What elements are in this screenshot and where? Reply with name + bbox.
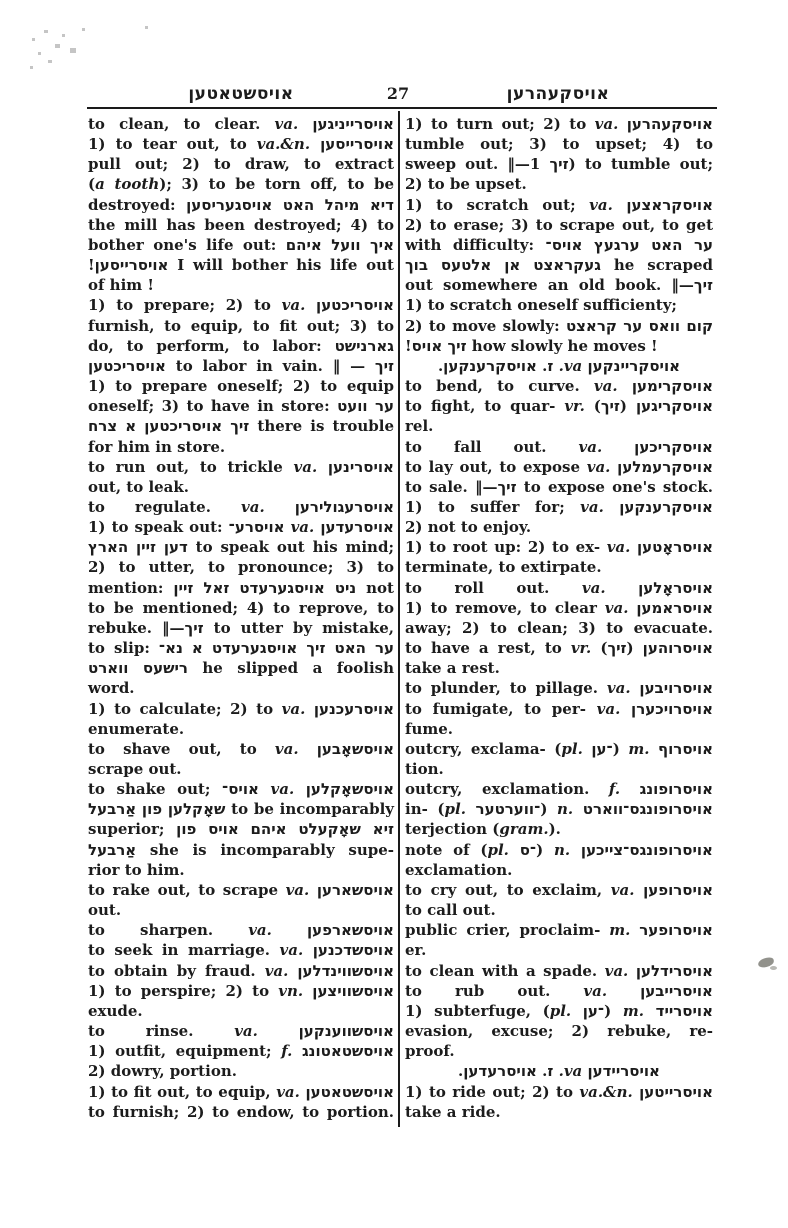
dict-line: to run out, to trickle va. אויסרינען	[88, 457, 394, 476]
dict-line: שאָקלען פון אַרבעל to be incomparably	[88, 800, 394, 819]
dict-line: זיך אויסריכטען א צרח there is trouble	[88, 417, 394, 436]
dict-line: sweep out. ‖—זיך 1) to tumble out;	[405, 155, 713, 174]
dict-line: to fight, to quar- vr. אויסקריגען (זיך)	[405, 397, 713, 416]
dict-line: to sharpen. va. אויסשארפען	[88, 921, 394, 940]
dict-line: out.	[88, 901, 122, 920]
dict-line: take a ride.	[405, 1102, 501, 1121]
dict-line: terminate, to extirpate.	[405, 558, 602, 577]
dict-line: for him in store.	[88, 437, 226, 456]
dict-line: do, to perform, to labor: גארנישט	[88, 336, 394, 355]
dict-line: the mill has been destroyed; 4) to	[88, 215, 394, 234]
dict-line: to shake out; אויס־ va. אויסשאָקלען	[88, 780, 395, 799]
dict-line: to rake out, to scrape va. אויסשארען	[88, 880, 394, 899]
guide-word-left: אויסשטאטען	[188, 84, 294, 104]
dict-line: to regulate. va. אויסרעגולירען	[88, 497, 394, 516]
dict-line: 1) to remove, to clear va. אויסראמען	[405, 598, 713, 617]
dict-line: enumerate.	[88, 719, 185, 738]
dict-line: bother one's life out: איך וועל איהם	[88, 235, 394, 254]
dict-line: to fumigate, to per- va. אויסרויכערן	[405, 699, 713, 718]
dict-line: דען זיין הארץ to speak out his mind;	[88, 538, 394, 557]
dict-line: tion.	[405, 760, 444, 778]
dict-line: אַרבעל she is incomparably supe-	[88, 840, 394, 859]
dict-line: 1) to scratch out; va. אויסקראצען	[405, 195, 713, 214]
header-rule	[87, 107, 717, 109]
dict-line: to clean, to clear. va. אויסרייניגען	[88, 115, 394, 133]
dict-line: er.	[405, 941, 427, 960]
dict-line: terjection (gram.).	[405, 820, 561, 839]
dict-line: to obtain by fraud. va. אויסשווינדלען	[88, 961, 394, 980]
dict-line: oneself; 3) to have in store: ער וועט	[88, 397, 394, 416]
dict-line: 1) to ride out; 2) to va.&n. אויסרייטען	[405, 1082, 713, 1101]
dict-line: rebuke. ‖—זיך to utter by mistake,	[88, 618, 394, 637]
dict-line: געקראצט אן אלטעס בוך he scraped	[405, 256, 713, 275]
dict-line: to shave out, to va. אויסשאָבען	[88, 739, 394, 758]
dict-line: tumble out; 3) to upset; 4) to	[405, 135, 713, 154]
dict-line: to seek in marriage. va. אויסשדכנען	[88, 941, 394, 960]
dict-line: 1) to calculate; 2) to va. אויסרעכנען	[88, 699, 394, 718]
dict-line: outcry, exclama- (pl. ־ען) m. אויסרוף	[405, 739, 714, 758]
dict-line: אויסקריינקען va. ז. אויסקרענקען.	[437, 356, 681, 375]
dict-line: to sale. ‖—זיך to expose one's stock.	[405, 477, 713, 496]
dict-line: to have a rest, to vr. אויסרוהען (זיך)	[405, 639, 713, 658]
page-number: 27	[386, 84, 410, 103]
dict-line: to cry out, to exclaim, va. אויסרופען	[405, 880, 713, 899]
dict-line: away; 2) to clean; 3) to evacuate.	[405, 618, 713, 637]
dict-line: word.	[88, 679, 135, 698]
dict-line: exclamation.	[405, 860, 513, 879]
dict-line: (a tooth); 3) to be torn off, to be	[88, 175, 394, 194]
dict-line: 1) to suffer for; va. אויסקרענקען	[405, 497, 713, 516]
left-column	[88, 114, 394, 1122]
dict-line: to slip: ער האט זיך אויסגערעדט א נא־	[88, 639, 394, 658]
dict-line: 1) to perspire; 2) to vn. אויסשוויצען	[88, 981, 394, 1000]
dict-line: outcry, exclamation. f. אויסרופונג	[405, 780, 713, 799]
dict-line: רישעס ווארט he slipped a foolish	[88, 659, 395, 678]
dict-line: note of (pl. ־ס) n. אויסרופונגס־צייכען	[405, 840, 713, 859]
dict-line: 1) to root up: 2) to ex- va. אויסראָטען	[405, 538, 713, 557]
dict-line: to rinse. va. אויסשווענקען	[88, 1022, 394, 1041]
dict-line: to roll out. va. אויסראָלען	[405, 578, 713, 597]
dict-line: 1) outfit, equipment; f. אויסשטאטונג	[88, 1042, 394, 1061]
dict-line: fume.	[405, 719, 453, 738]
dict-line: rel.	[405, 417, 434, 436]
dict-line: 2) to erase; 3) to scrape out, to get	[405, 215, 713, 234]
dict-line: out somewhere an old book. ‖—זיך	[405, 276, 713, 295]
dict-line: 1) to turn out; 2) to va. אויסקעהרען	[405, 115, 713, 133]
dict-line: אויסריידען va. ז. אויסרעדען.	[458, 1062, 660, 1081]
dict-line: 1) to prepare oneself; 2) to equip	[88, 377, 394, 396]
dict-line: 2) to move slowly: קום וואס ער קראצט	[405, 316, 713, 335]
dict-line: scrape out.	[88, 760, 182, 778]
dict-line: to plunder, to pillage. va. אויסרויבען	[405, 679, 713, 698]
dict-line: evasion, excuse; 2) rebuke, re-	[405, 1022, 713, 1041]
dict-line: to lay out, to expose va. אויסקרעמלען	[405, 457, 713, 476]
dict-line: in- (pl. ־ווערטער) n. אויסרופונגס־ווארט	[405, 800, 713, 819]
dict-line: exude.	[88, 1001, 143, 1020]
dict-line: 2) to be upset.	[405, 175, 527, 194]
dict-line: אויסריכטען to labor in vain. ‖ — זיך	[88, 356, 394, 375]
dict-line: to bend, to curve. va. אויסקרימען	[405, 377, 713, 396]
dict-line: 1) to fit out, to equip, va. אויסשטאטען	[88, 1082, 394, 1101]
dict-line: of him !	[88, 276, 154, 295]
dict-line: 2) not to enjoy.	[405, 518, 532, 537]
dict-line: זיך אויס!‏ how slowly he moves !	[405, 336, 658, 355]
dict-line: to be mentioned; 4) to reprove, to	[88, 598, 394, 617]
dict-line: superior; זיא שאָקעלט איהם אויס פון	[88, 820, 394, 839]
dict-line: to furnish; 2) to endow, to portion.	[88, 1102, 394, 1121]
guide-word-right: אויסקעהרען	[506, 84, 610, 104]
dict-line: 2) to utter, to pronounce; 3) to	[88, 558, 394, 577]
dict-line: to fall out. va. אויסקריכען	[405, 437, 713, 456]
dict-line: 1) to prepare; 2) to va. אויסריכטען	[88, 296, 394, 315]
dict-line: to call out.	[405, 901, 496, 920]
dict-line: אויסרייסען!‏ I will bother his life out	[88, 256, 394, 275]
dict-line: with difficulty: ער האט ערגעץ אויס־	[405, 235, 713, 254]
dict-line: take a rest.	[405, 659, 500, 678]
right-column	[405, 114, 713, 1122]
dict-line: 1) to speak out: אויסרע־ va. אויסרעדען	[88, 518, 394, 537]
dict-line: to clean with a spade. va. אויסרידלען	[405, 961, 713, 980]
dict-line: furnish, to equip, to fit out; 3) to	[88, 316, 394, 335]
dict-line: destroyed: דיא מיהל האט אויסגעריסען	[88, 195, 394, 214]
dict-line: 2) dowry, portion.	[88, 1062, 237, 1081]
dict-line: to rub out. va. אויסרייבען	[405, 981, 713, 1000]
dict-line: proof.	[405, 1042, 455, 1061]
scan-smudge-small	[770, 966, 777, 970]
dict-line: rior to him.	[88, 860, 185, 879]
dict-line: 1) subterfuge, (pl. ־ען) m. אויסרייד	[405, 1001, 713, 1020]
dict-line: out, to leak.	[88, 477, 190, 496]
dict-line: public crier, proclaim- m. אויסרופער	[405, 921, 713, 940]
dict-line: 1) to scratch oneself sufficienty;	[405, 296, 677, 315]
dict-line: mention: ניט אויסגערעדט זאל זיין not	[88, 578, 394, 597]
dict-line: 1) to tear out, to va.&n. אויסרייסען	[88, 135, 394, 154]
dict-line: pull out; 2) to draw, to extract	[88, 155, 394, 174]
column-divider	[398, 111, 400, 1127]
